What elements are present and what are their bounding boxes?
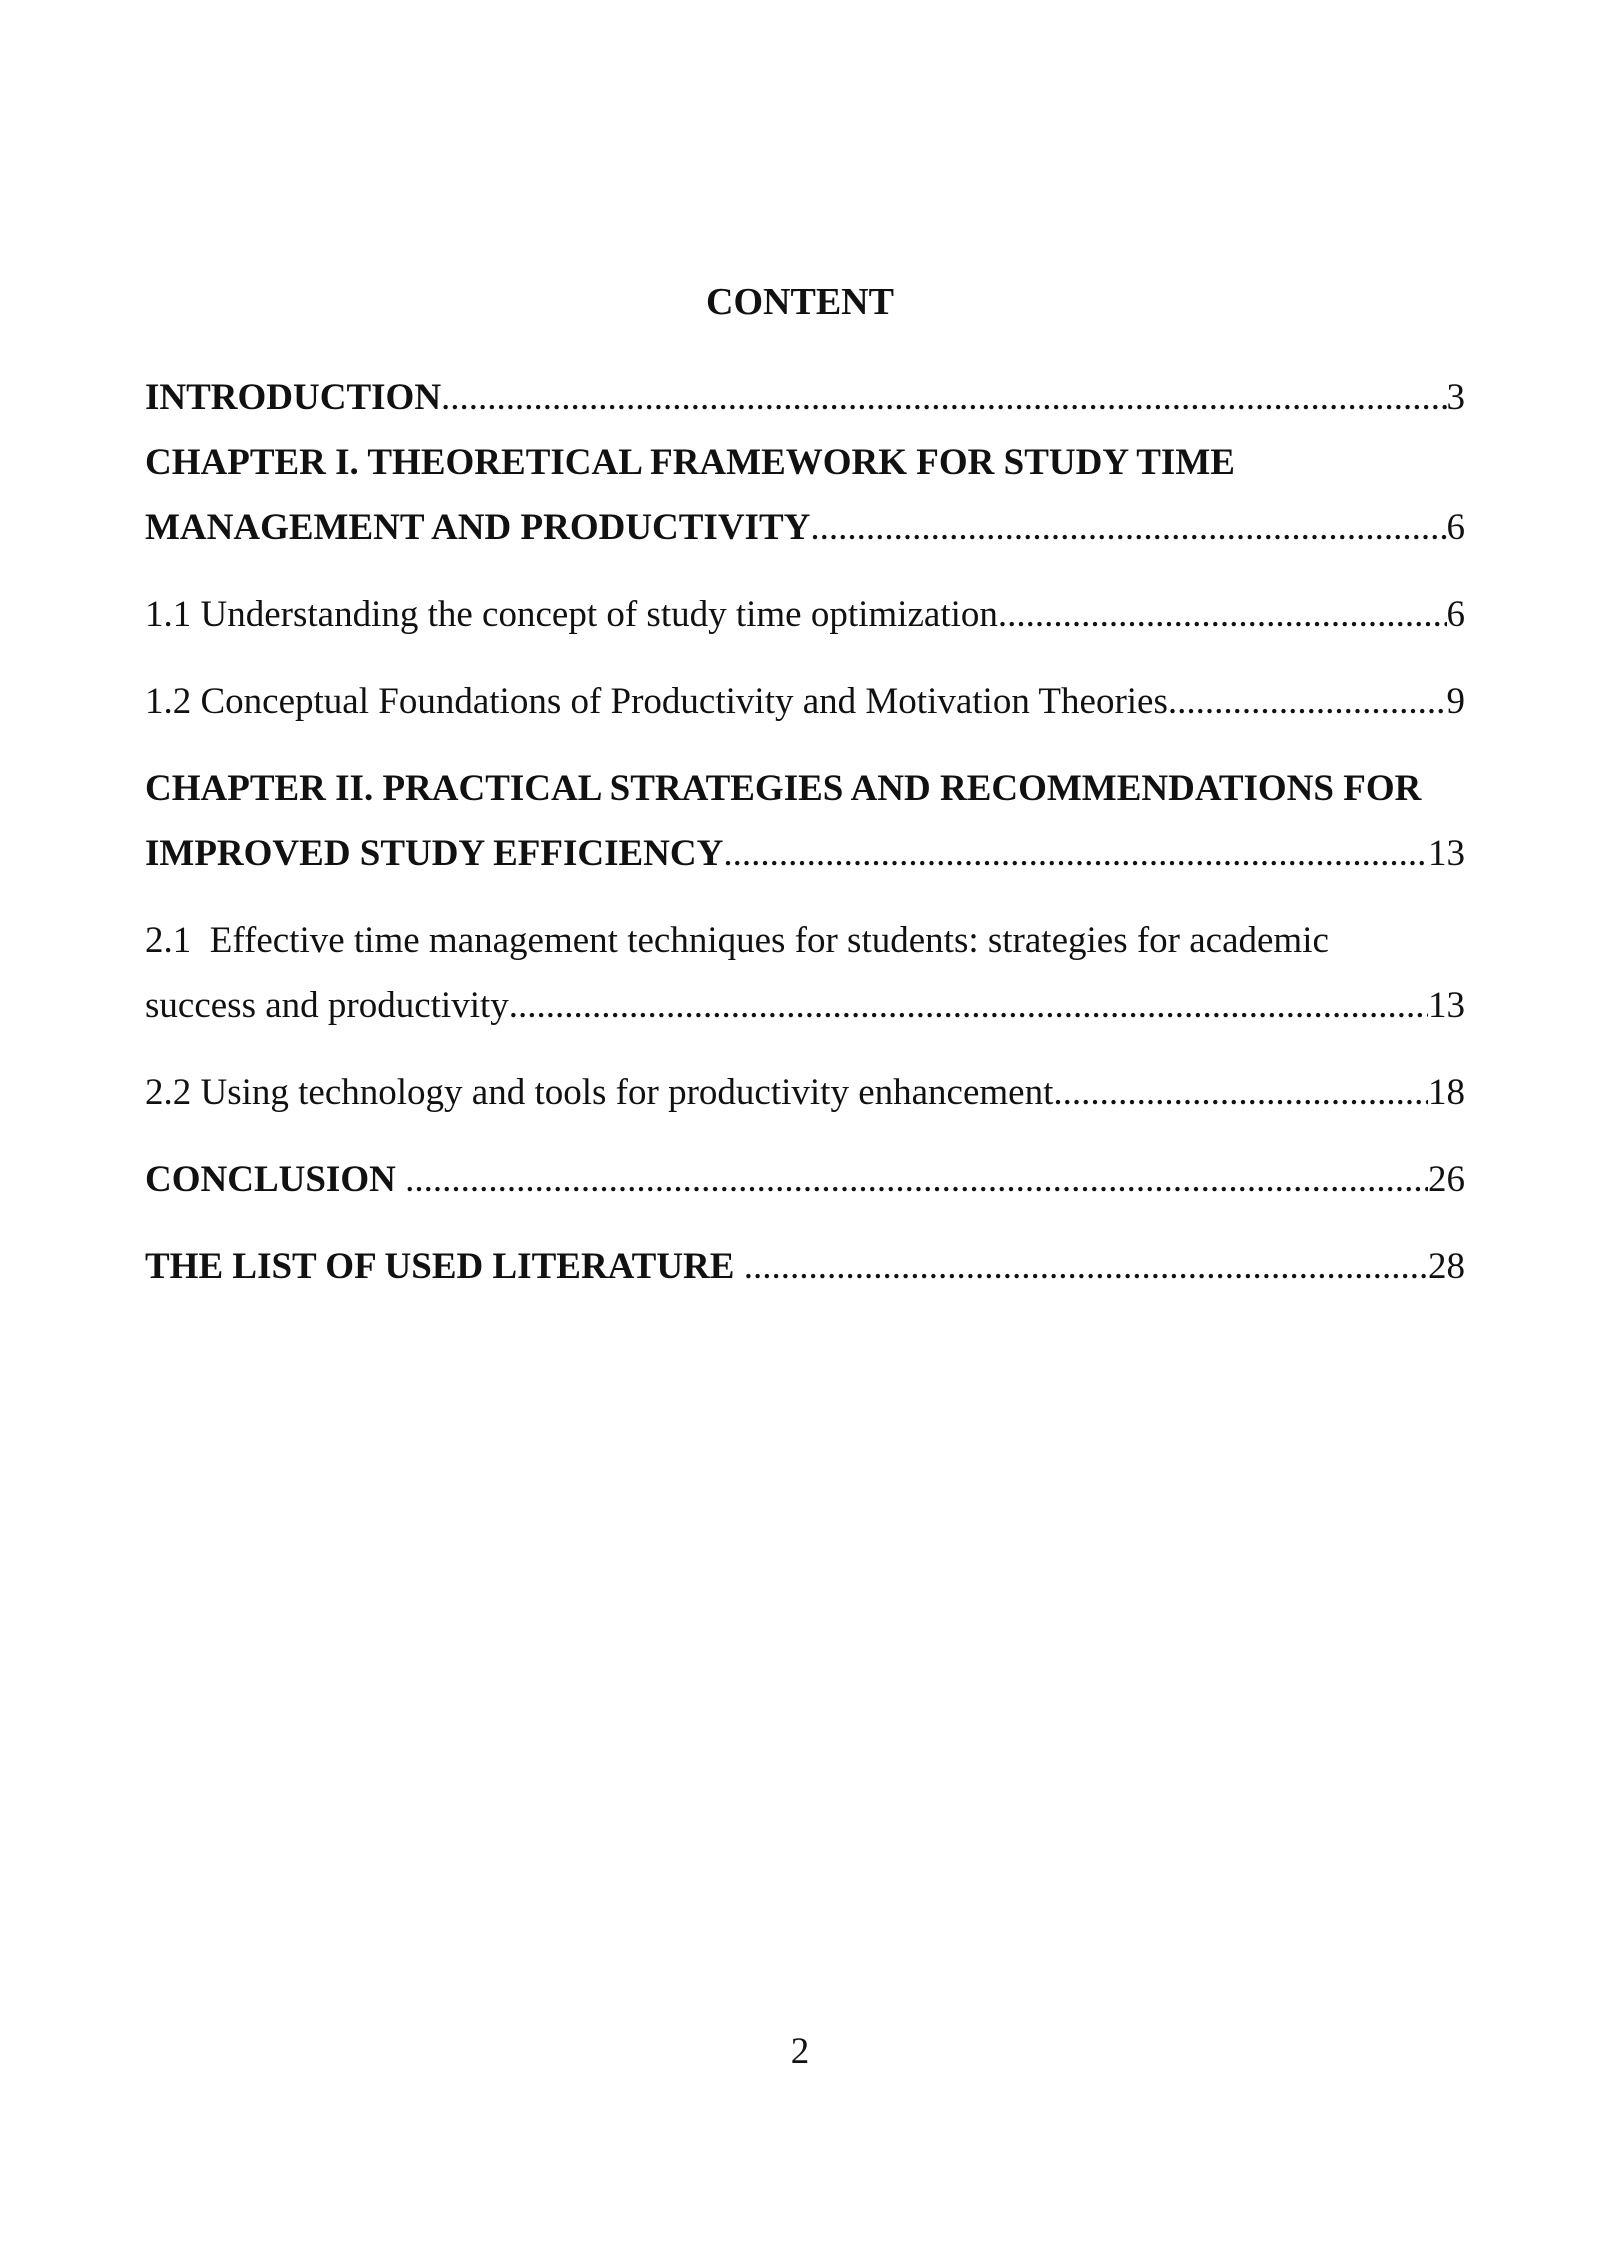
dot-leader — [810, 495, 1446, 560]
toc-page-number: 18 — [1428, 1072, 1465, 1113]
dot-leader — [1053, 1060, 1428, 1125]
page-title: CONTENT — [706, 281, 894, 323]
toc-entry-text-line2: success and productivity — [145, 985, 509, 1026]
toc-entry-text-line1: CHAPTER II. PRACTICAL STRATEGIES AND RECOMMENDATIONS FOR — [145, 768, 1422, 809]
toc-entry-introduction[interactable] — [145, 365, 1465, 430]
dot-leader — [1168, 669, 1447, 734]
toc-entry-section-1-1[interactable] — [145, 582, 1465, 647]
dot-leader — [998, 582, 1447, 647]
toc-entry-section-2-1[interactable] — [145, 908, 1465, 1038]
dot-leader — [723, 821, 1428, 886]
dot-leader — [744, 1234, 1428, 1299]
toc-page-number: 6 — [1446, 507, 1465, 548]
toc-entry-text: 1.1 Understanding the concept of study time optimization — [145, 594, 998, 635]
toc-page-number: 6 — [1446, 594, 1465, 635]
toc-page-number: 3 — [1446, 377, 1465, 418]
toc-entry-text-line2: MANAGEMENT AND PRODUCTIVITY — [145, 507, 811, 548]
toc-entry-section-2-2[interactable] — [145, 1060, 1465, 1125]
toc-page-number: 28 — [1428, 1246, 1465, 1287]
toc-entry-text: 1.2 Conceptual Foundations of Productivity and Motivation Theories — [145, 681, 1168, 722]
table-of-contents — [145, 365, 1465, 1299]
toc-entry-text: 2.2 Using technology and tools for productivity enhancement — [145, 1072, 1054, 1113]
toc-page-number: 13 — [1428, 833, 1465, 874]
toc-entry-text-line1: 2.1 Effective time management techniques for students: strategies for academic — [145, 920, 1329, 961]
toc-page-number: 26 — [1428, 1159, 1465, 1200]
toc-entry-text: CONCLUSION — [145, 1159, 406, 1200]
toc-entry-text-line2: IMPROVED STUDY EFFICIENCY — [145, 833, 724, 874]
dot-leader — [509, 973, 1428, 1038]
toc-page-number: 9 — [1446, 681, 1465, 722]
toc-entry-literature[interactable] — [145, 1234, 1465, 1299]
page-number: 2 — [790, 2031, 810, 2072]
dot-leader — [441, 365, 1446, 430]
toc-entry-chapter-1[interactable] — [145, 430, 1465, 560]
toc-entry-chapter-2[interactable] — [145, 756, 1465, 886]
toc-entry-text: INTRODUCTION — [145, 377, 442, 418]
toc-entry-conclusion[interactable] — [145, 1147, 1465, 1212]
toc-entry-text: THE LIST OF USED LITERATURE — [145, 1246, 744, 1287]
dot-leader — [405, 1147, 1428, 1212]
toc-entry-section-1-2[interactable] — [145, 669, 1465, 734]
toc-page-number: 13 — [1428, 985, 1465, 1026]
toc-entry-text-line1: CHAPTER I. THEORETICAL FRAMEWORK FOR STUDY TIME — [145, 442, 1235, 483]
